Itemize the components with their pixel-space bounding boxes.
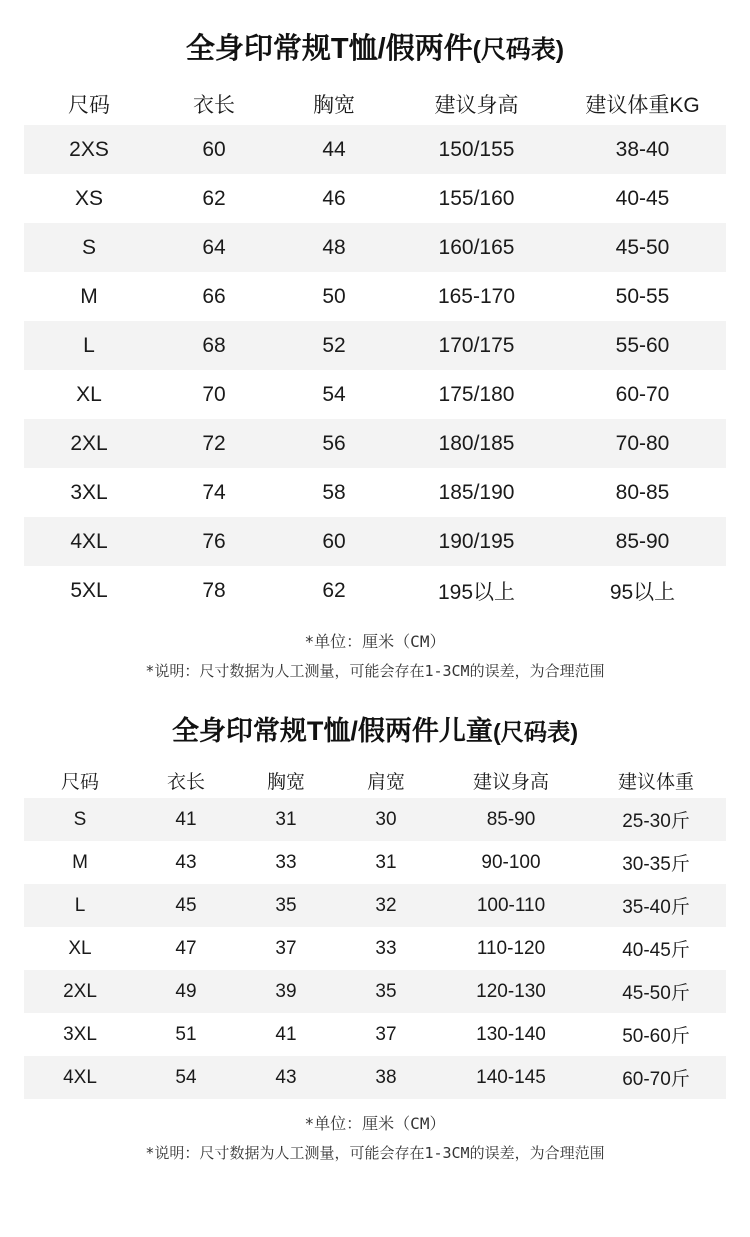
kids-measurement-note: *说明：尺寸数据为人工测量，可能会存在1-3CM的误差，为合理范围	[145, 1144, 605, 1162]
cell-chest: 31	[236, 798, 336, 841]
table-row	[24, 370, 726, 419]
cell-length: 43	[136, 841, 236, 884]
kids-chart-title-suffix: (尺码表)	[492, 719, 579, 745]
adult-size-table-body	[24, 125, 726, 615]
cell-height: 150/155	[394, 125, 559, 174]
cell-height: 180/185	[394, 419, 559, 468]
cell-shoulder: 37	[336, 1013, 436, 1056]
cell-size: 4XL	[24, 1056, 136, 1099]
cell-length: 76	[154, 517, 274, 566]
cell-size: S	[24, 223, 154, 272]
adult-chart-title-main: 全身印常规T恤/假两件	[185, 33, 473, 65]
column-header-height: 建议身高	[394, 83, 559, 125]
table-row	[24, 566, 726, 615]
table-row	[24, 841, 726, 884]
cell-length: 70	[154, 370, 274, 419]
cell-chest: 46	[274, 174, 394, 223]
column-header-length: 衣长	[154, 83, 274, 125]
table-row	[24, 1013, 726, 1056]
cell-size: S	[24, 798, 136, 841]
kids-size-table-head	[24, 762, 726, 798]
cell-size: XL	[24, 927, 136, 970]
cell-weight: 45-50斤	[586, 970, 726, 1013]
cell-chest: 33	[236, 841, 336, 884]
table-row	[24, 884, 726, 927]
cell-size: XS	[24, 174, 154, 223]
table-row	[24, 321, 726, 370]
cell-shoulder: 33	[336, 927, 436, 970]
adult-unit-note: *单位：厘米（CM）	[304, 632, 446, 651]
cell-chest: 43	[236, 1056, 336, 1099]
adult-size-table	[24, 83, 726, 615]
table-row	[24, 223, 726, 272]
cell-chest: 41	[236, 1013, 336, 1056]
cell-size: 3XL	[24, 1013, 136, 1056]
cell-height: 110-120	[436, 927, 586, 970]
cell-height: 90-100	[436, 841, 586, 884]
cell-chest: 58	[274, 468, 394, 517]
cell-length: 62	[154, 174, 274, 223]
cell-length: 54	[136, 1056, 236, 1099]
cell-length: 47	[136, 927, 236, 970]
cell-chest: 52	[274, 321, 394, 370]
cell-weight: 40-45斤	[586, 927, 726, 970]
kids-size-chart-block	[0, 685, 750, 1167]
cell-size: M	[24, 272, 154, 321]
cell-size: M	[24, 841, 136, 884]
adult-chart-title	[0, 0, 750, 83]
table-row	[24, 468, 726, 517]
cell-weight: 80-85	[559, 468, 726, 517]
kids-size-table	[24, 762, 726, 1099]
cell-length: 45	[136, 884, 236, 927]
kids-chart-title-main: 全身印常规T恤/假两件儿童	[171, 716, 493, 746]
column-header-weight: 建议体重	[586, 762, 726, 798]
column-header-size: 尺码	[24, 83, 154, 125]
cell-weight: 35-40斤	[586, 884, 726, 927]
cell-height: 85-90	[436, 798, 586, 841]
cell-weight: 85-90	[559, 517, 726, 566]
cell-size: 2XL	[24, 419, 154, 468]
cell-weight: 50-60斤	[586, 1013, 726, 1056]
cell-chest: 50	[274, 272, 394, 321]
cell-length: 72	[154, 419, 274, 468]
cell-chest: 35	[236, 884, 336, 927]
table-row	[24, 1056, 726, 1099]
cell-size: L	[24, 321, 154, 370]
cell-size: 4XL	[24, 517, 154, 566]
cell-height: 160/165	[394, 223, 559, 272]
cell-weight: 60-70斤	[586, 1056, 726, 1099]
adult-chart-title-suffix: (尺码表)	[472, 36, 565, 64]
cell-shoulder: 31	[336, 841, 436, 884]
cell-size: 2XS	[24, 125, 154, 174]
cell-length: 51	[136, 1013, 236, 1056]
cell-weight: 38-40	[559, 125, 726, 174]
column-header-length: 衣长	[136, 762, 236, 798]
cell-height: 185/190	[394, 468, 559, 517]
cell-length: 60	[154, 125, 274, 174]
cell-weight: 40-45	[559, 174, 726, 223]
cell-height: 195以上	[394, 566, 559, 615]
table-row	[24, 798, 726, 841]
cell-size: 3XL	[24, 468, 154, 517]
table-header-row	[24, 83, 726, 125]
cell-size: XL	[24, 370, 154, 419]
cell-length: 41	[136, 798, 236, 841]
cell-chest: 60	[274, 517, 394, 566]
cell-length: 66	[154, 272, 274, 321]
cell-chest: 54	[274, 370, 394, 419]
table-row	[24, 419, 726, 468]
cell-length: 74	[154, 468, 274, 517]
table-row	[24, 517, 726, 566]
cell-height: 165-170	[394, 272, 559, 321]
cell-height: 140-145	[436, 1056, 586, 1099]
cell-weight: 30-35斤	[586, 841, 726, 884]
kids-unit-note: *单位：厘米（CM）	[304, 1114, 446, 1133]
cell-shoulder: 38	[336, 1056, 436, 1099]
cell-height: 155/160	[394, 174, 559, 223]
cell-chest: 62	[274, 566, 394, 615]
cell-length: 64	[154, 223, 274, 272]
cell-shoulder: 35	[336, 970, 436, 1013]
cell-height: 130-140	[436, 1013, 586, 1056]
adult-measurement-note: *说明：尺寸数据为人工测量，可能会存在1-3CM的误差，为合理范围	[145, 662, 605, 680]
cell-size: L	[24, 884, 136, 927]
cell-chest: 44	[274, 125, 394, 174]
cell-height: 175/180	[394, 370, 559, 419]
cell-weight: 95以上	[559, 566, 726, 615]
table-row	[24, 970, 726, 1013]
cell-weight: 60-70	[559, 370, 726, 419]
cell-shoulder: 30	[336, 798, 436, 841]
table-row	[24, 174, 726, 223]
cell-height: 190/195	[394, 517, 559, 566]
cell-weight: 45-50	[559, 223, 726, 272]
cell-length: 49	[136, 970, 236, 1013]
cell-size: 2XL	[24, 970, 136, 1013]
column-header-chest: 胸宽	[274, 83, 394, 125]
cell-chest: 48	[274, 223, 394, 272]
table-row	[24, 125, 726, 174]
column-header-size: 尺码	[24, 762, 136, 798]
cell-height: 170/175	[394, 321, 559, 370]
cell-height: 100-110	[436, 884, 586, 927]
column-header-height: 建议身高	[436, 762, 586, 798]
cell-chest: 56	[274, 419, 394, 468]
table-row	[24, 927, 726, 970]
table-header-row	[24, 762, 726, 798]
cell-length: 78	[154, 566, 274, 615]
column-header-weight: 建议体重KG	[559, 83, 726, 125]
column-header-shoulder: 肩宽	[336, 762, 436, 798]
cell-weight: 55-60	[559, 321, 726, 370]
cell-chest: 39	[236, 970, 336, 1013]
table-row	[24, 272, 726, 321]
cell-chest: 37	[236, 927, 336, 970]
cell-height: 120-130	[436, 970, 586, 1013]
cell-shoulder: 32	[336, 884, 436, 927]
kids-size-table-body	[24, 798, 726, 1099]
cell-weight: 25-30斤	[586, 798, 726, 841]
kids-chart-title	[0, 685, 750, 762]
cell-weight: 50-55	[559, 272, 726, 321]
cell-weight: 70-80	[559, 419, 726, 468]
adult-size-table-head	[24, 83, 726, 125]
cell-length: 68	[154, 321, 274, 370]
cell-size: 5XL	[24, 566, 154, 615]
column-header-chest: 胸宽	[236, 762, 336, 798]
